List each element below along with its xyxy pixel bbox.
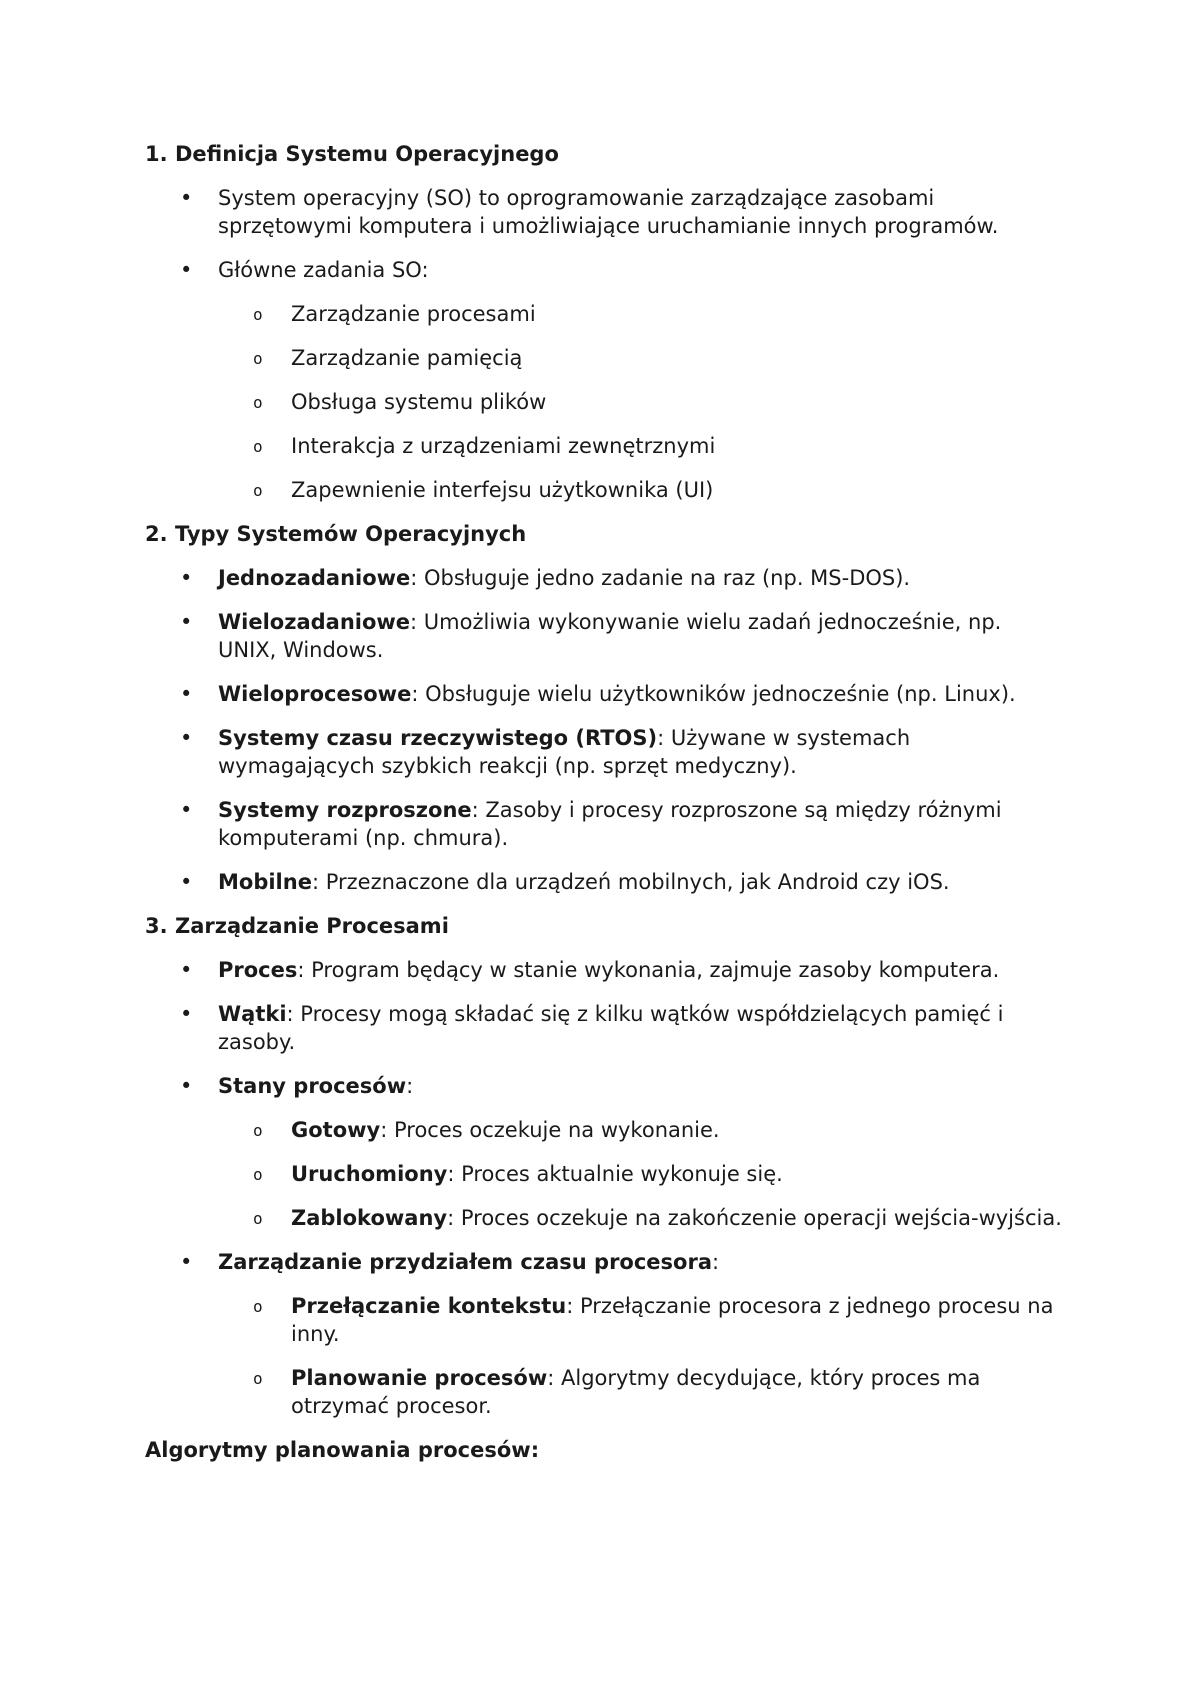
definition: : Proces oczekuje na wykonanie. [380,1118,720,1142]
definition: : Proces aktualnie wykonuje się. [447,1162,783,1186]
list-item [145,1000,1065,1056]
section-1-list [145,184,1065,504]
definition: : Zasoby i procesy rozproszone są między różnymi komputerami (np. chmura). [218,798,1002,850]
sub-bullet-icon: o [253,1209,263,1228]
term: Jednozadaniowe [218,566,411,590]
definition: : [712,1250,720,1274]
sublist-item [218,1116,1065,1144]
sublist-item [218,300,1065,328]
definition: : Używane w systemach wymagających szybkich reakcji (np. sprzęt medyczny). [218,726,911,778]
term: Wieloprocesowe [218,682,412,706]
term: Mobilne [218,870,312,894]
sublist-item-text: Interakcja z urządzeniami zewnętrznymi [291,434,716,458]
sublist-item-text: Zarządzanie procesami [291,302,536,326]
sub-bullet-icon: o [253,1369,263,1388]
bullet-icon: • [180,870,193,894]
definition: : Proces oczekuje na zakończenie operacji wejścia-wyjścia. [447,1206,1062,1230]
list-item [145,724,1065,780]
term: Gotowy [291,1118,381,1142]
sublist-item [218,388,1065,416]
definition: : Obsługuje jedno zadanie na raz (np. MS-DOS). [410,566,911,590]
term: Stany procesów [218,1074,407,1098]
list-item [145,868,1065,896]
sub-bullet-icon: o [253,1297,263,1316]
list-item [145,1072,1065,1232]
section-2-list [145,564,1065,896]
list-item-text: System operacyjny (SO) to oprogramowanie zarządzające zasobami sprzętowymi komputera i umożliwiające uruchamianie innych programów. [218,186,999,238]
section-2-heading [145,520,1065,548]
term: Zablokowany [291,1206,448,1230]
term: Systemy czasu rzeczywistego (RTOS) [218,726,658,750]
sub-bullet-icon: o [253,349,263,368]
section-3-heading [145,912,1065,940]
sublist-item [218,1292,1065,1348]
list-item [145,1248,1065,1420]
term: Uruchomiony [291,1162,448,1186]
sublist-item [218,476,1065,504]
list-item-text: Główne zadania SO: [218,258,429,282]
bullet-icon: • [180,1074,193,1098]
sublist-item-text: Zapewnienie interfejsu użytkownika (UI) [291,478,714,502]
section-1-heading [145,140,1065,168]
sub-bullet-icon: o [253,393,263,412]
sub-bullet-icon: o [253,1165,263,1184]
term: Wątki [218,1002,287,1026]
sublist [218,1292,1065,1420]
term: Proces [218,958,298,982]
sublist [218,300,1065,504]
sub-bullet-icon: o [253,437,263,456]
bullet-icon: • [180,726,193,750]
definition: : [406,1074,414,1098]
term: Wielozadaniowe [218,610,411,634]
section-title: Definicja Systemu Operacyjnego [175,142,559,166]
list-item [145,796,1065,852]
bullet-icon: • [180,186,193,210]
sub-bullet-icon: o [253,305,263,324]
term: Systemy rozproszone [218,798,472,822]
definition: : Przełączanie procesora z jednego procesu na inny. [291,1294,1054,1346]
bullet-icon: • [180,682,193,706]
sublist-item [218,1160,1065,1188]
bullet-icon: • [180,610,193,634]
definition: : Umożliwia wykonywanie wielu zadań jednocześnie, np. UNIX, Windows. [218,610,1002,662]
sublist-item [218,1364,1065,1420]
list-item [145,956,1065,984]
bullet-icon: • [180,1250,193,1274]
definition: : Algorytmy decydujące, który proces ma otrzymać procesor. [291,1366,981,1418]
definition: : Procesy mogą składać się z kilku wątków współdzielących pamięć i zasoby. [218,1002,1004,1054]
bullet-icon: • [180,958,193,982]
definition: : Obsługuje wielu użytkowników jednocześnie (np. Linux). [411,682,1016,706]
bullet-icon: • [180,258,193,282]
sublist-item [218,344,1065,372]
bullet-icon: • [180,798,193,822]
document-content [145,140,1065,1464]
sub-bullet-icon: o [253,481,263,500]
term: Przełączanie kontekstu [291,1294,567,1318]
sublist-item-text: Obsługa systemu plików [291,390,547,414]
definition: : Program będący w stanie wykonania, zajmuje zasoby komputera. [297,958,1000,982]
sub-bullet-icon: o [253,1121,263,1140]
list-item [145,184,1065,240]
list-item [145,564,1065,592]
term: Planowanie procesów [291,1366,548,1390]
sublist-item [218,432,1065,460]
section-title: Typy Systemów Operacyjnych [175,522,527,546]
section-title: Zarządzanie Procesami [175,914,449,938]
section-number: 1. [145,142,168,166]
final-heading: Algorytmy planowania procesów: [145,1438,540,1462]
sublist [218,1116,1065,1232]
list-item [145,608,1065,664]
bullet-icon: • [180,1002,193,1026]
section-number: 3. [145,914,168,938]
section-3-list [145,956,1065,1420]
list-item [145,680,1065,708]
list-item [145,256,1065,504]
definition: : Przeznaczone dla urządzeń mobilnych, jak Android czy iOS. [311,870,950,894]
bullet-icon: • [180,566,193,590]
sublist-item-text: Zarządzanie pamięcią [291,346,523,370]
term: Zarządzanie przydziałem czasu procesora [218,1250,712,1274]
section-number: 2. [145,522,168,546]
sublist-item [218,1204,1065,1232]
